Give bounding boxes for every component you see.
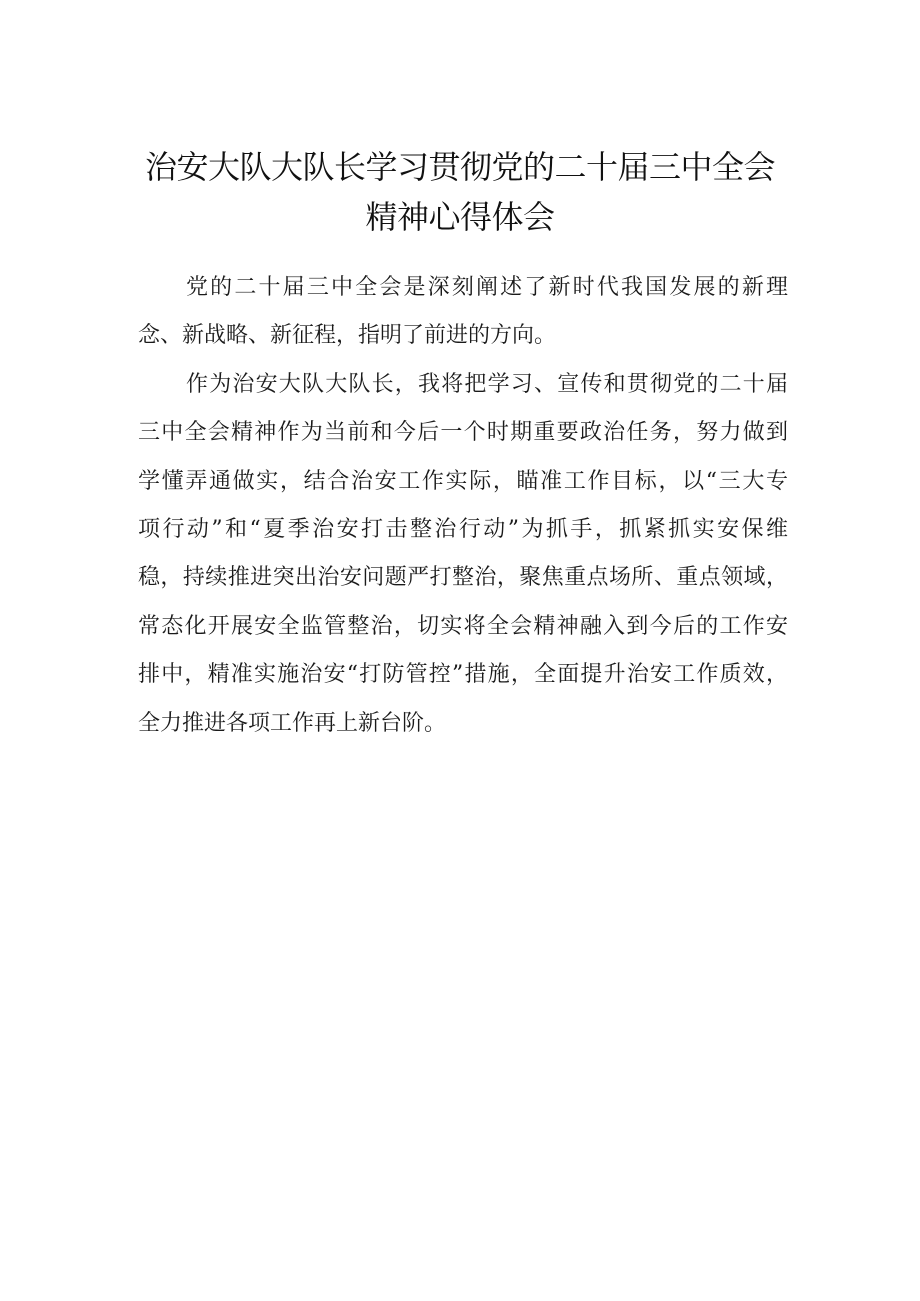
text-line: 项行动”和“夏季治安打击整治行动”为抓手，抓紧抓实安保维 [138,517,788,543]
paragraph [138,264,788,361]
document-body [138,264,788,748]
document-title [120,142,800,242]
title-line: 精神心得体会 [365,198,555,236]
text-line: 念、新战略、新征程，指明了前进的方向。 [138,323,557,349]
text-line: 排中，精准实施治安“打防管控”措施，全面提升治安工作质效， [138,662,788,688]
text-line: 党的二十届三中全会是深刻阐述了新时代我国发展的新理 [186,275,788,300]
text-line: 常态化开展安全监管整治，切实将全会精神融入到今后的工作安 [138,613,788,639]
title-line: 治安大队大队长学习贯彻党的二十届三中全会 [144,148,775,186]
text-line: 稳，持续推进突出治安问题严打整治，聚焦重点场所、重点领域， [138,565,788,591]
text-line: 学懂弄通做实，结合治安工作实际，瞄准工作目标，以“三大专 [138,468,788,494]
text-line: 全力推进各项工作再上新台阶。 [138,710,447,736]
paragraph [138,361,788,748]
text-line: 作为治安大队大队长，我将把学习、宣传和贯彻党的二十届 [186,371,788,397]
text-line: 三中全会精神作为当前和今后一个时期重要政治任务，努力做到 [138,420,788,446]
